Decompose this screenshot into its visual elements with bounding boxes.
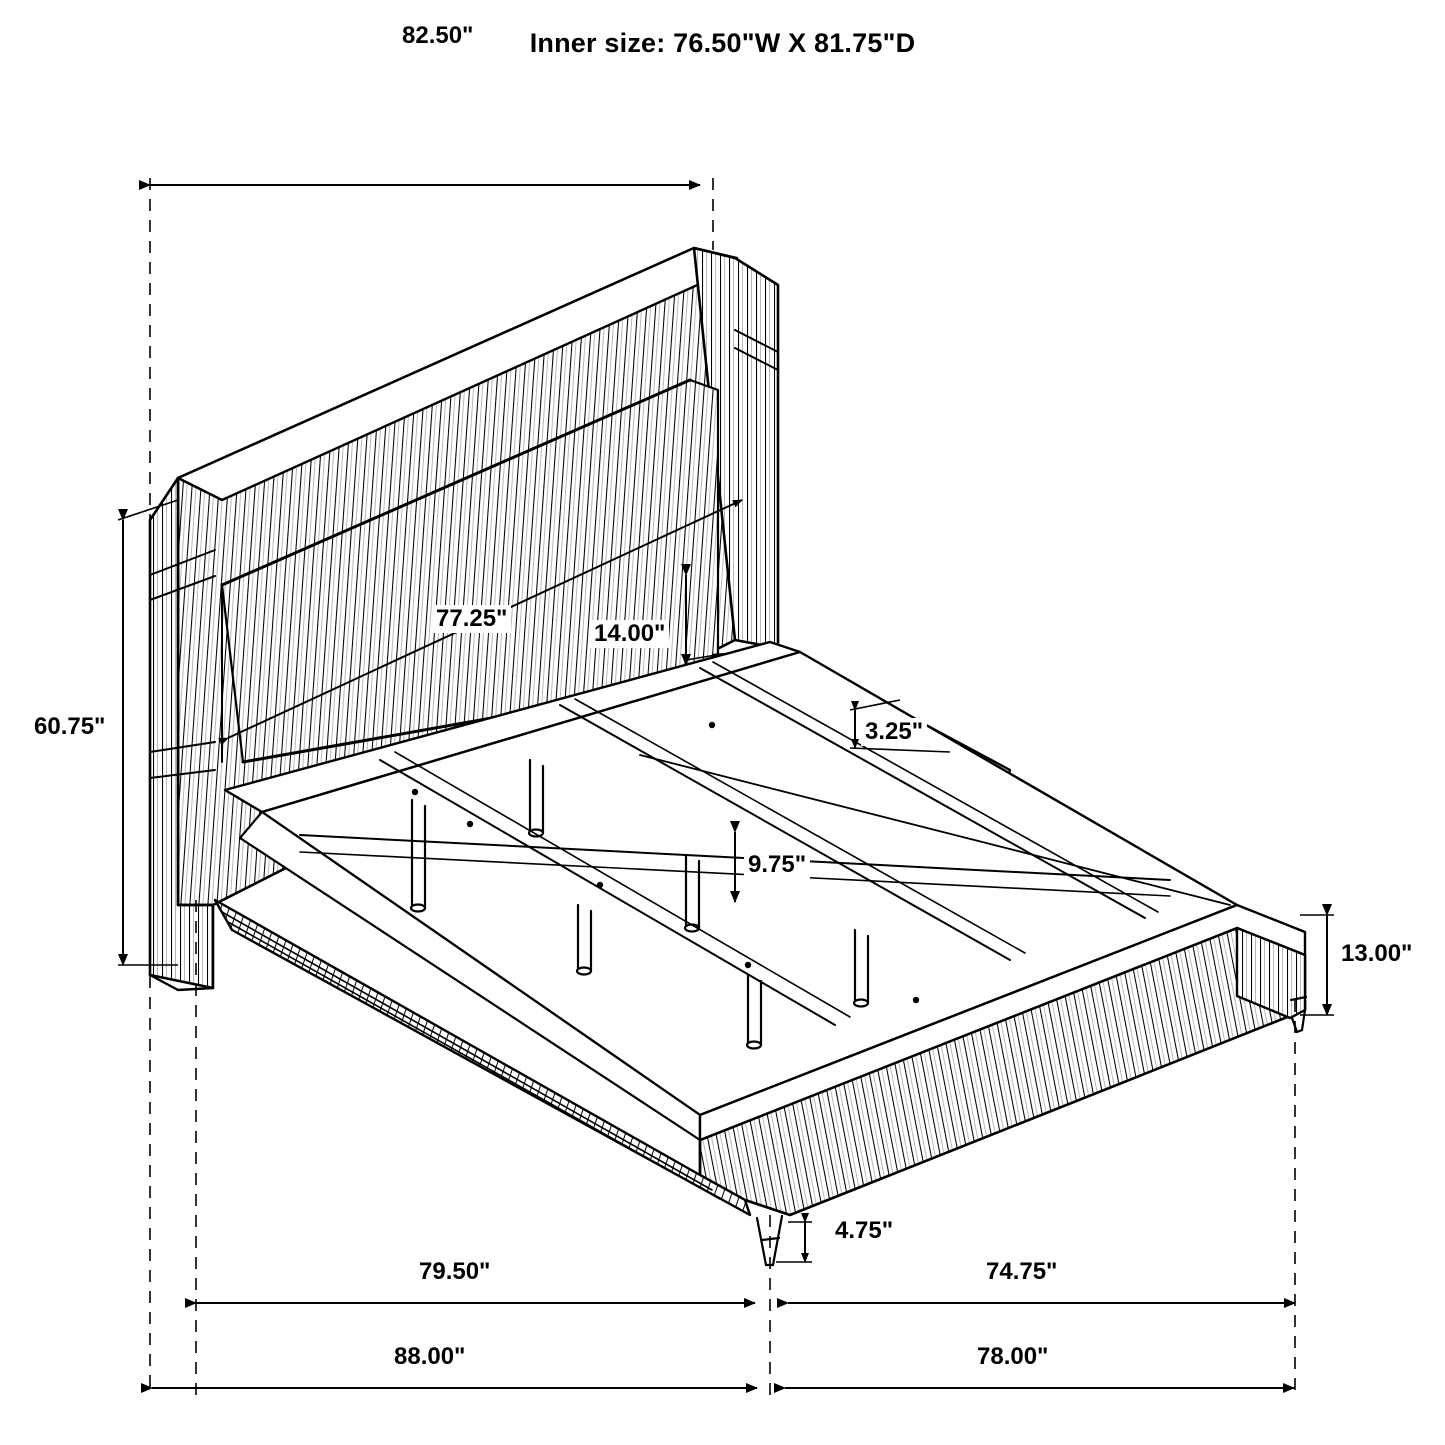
dim-overall-length-left: 88.00" — [390, 1343, 469, 1371]
dim-deck-to-floor: 9.75" — [744, 851, 810, 879]
dim-overall-width-right: 78.00" — [973, 1343, 1052, 1371]
dim-leg-height: 4.75" — [831, 1217, 897, 1245]
dim-headboard-panel-width: 77.25" — [432, 605, 511, 633]
page-title: Inner size: 76.50"W X 81.75"D — [529, 28, 916, 58]
dim-rail-thickness: 3.25" — [861, 718, 927, 746]
dim-headboard-height: 60.75" — [30, 713, 109, 741]
dim-overall-headboard-width: 82.50" — [398, 22, 477, 50]
dim-footboard-depth: 74.75" — [982, 1258, 1061, 1286]
dim-side-rail-length: 79.50" — [415, 1258, 494, 1286]
dim-headboard-above-deck: 14.00" — [590, 620, 669, 648]
dim-footboard-height: 13.00" — [1337, 940, 1416, 968]
